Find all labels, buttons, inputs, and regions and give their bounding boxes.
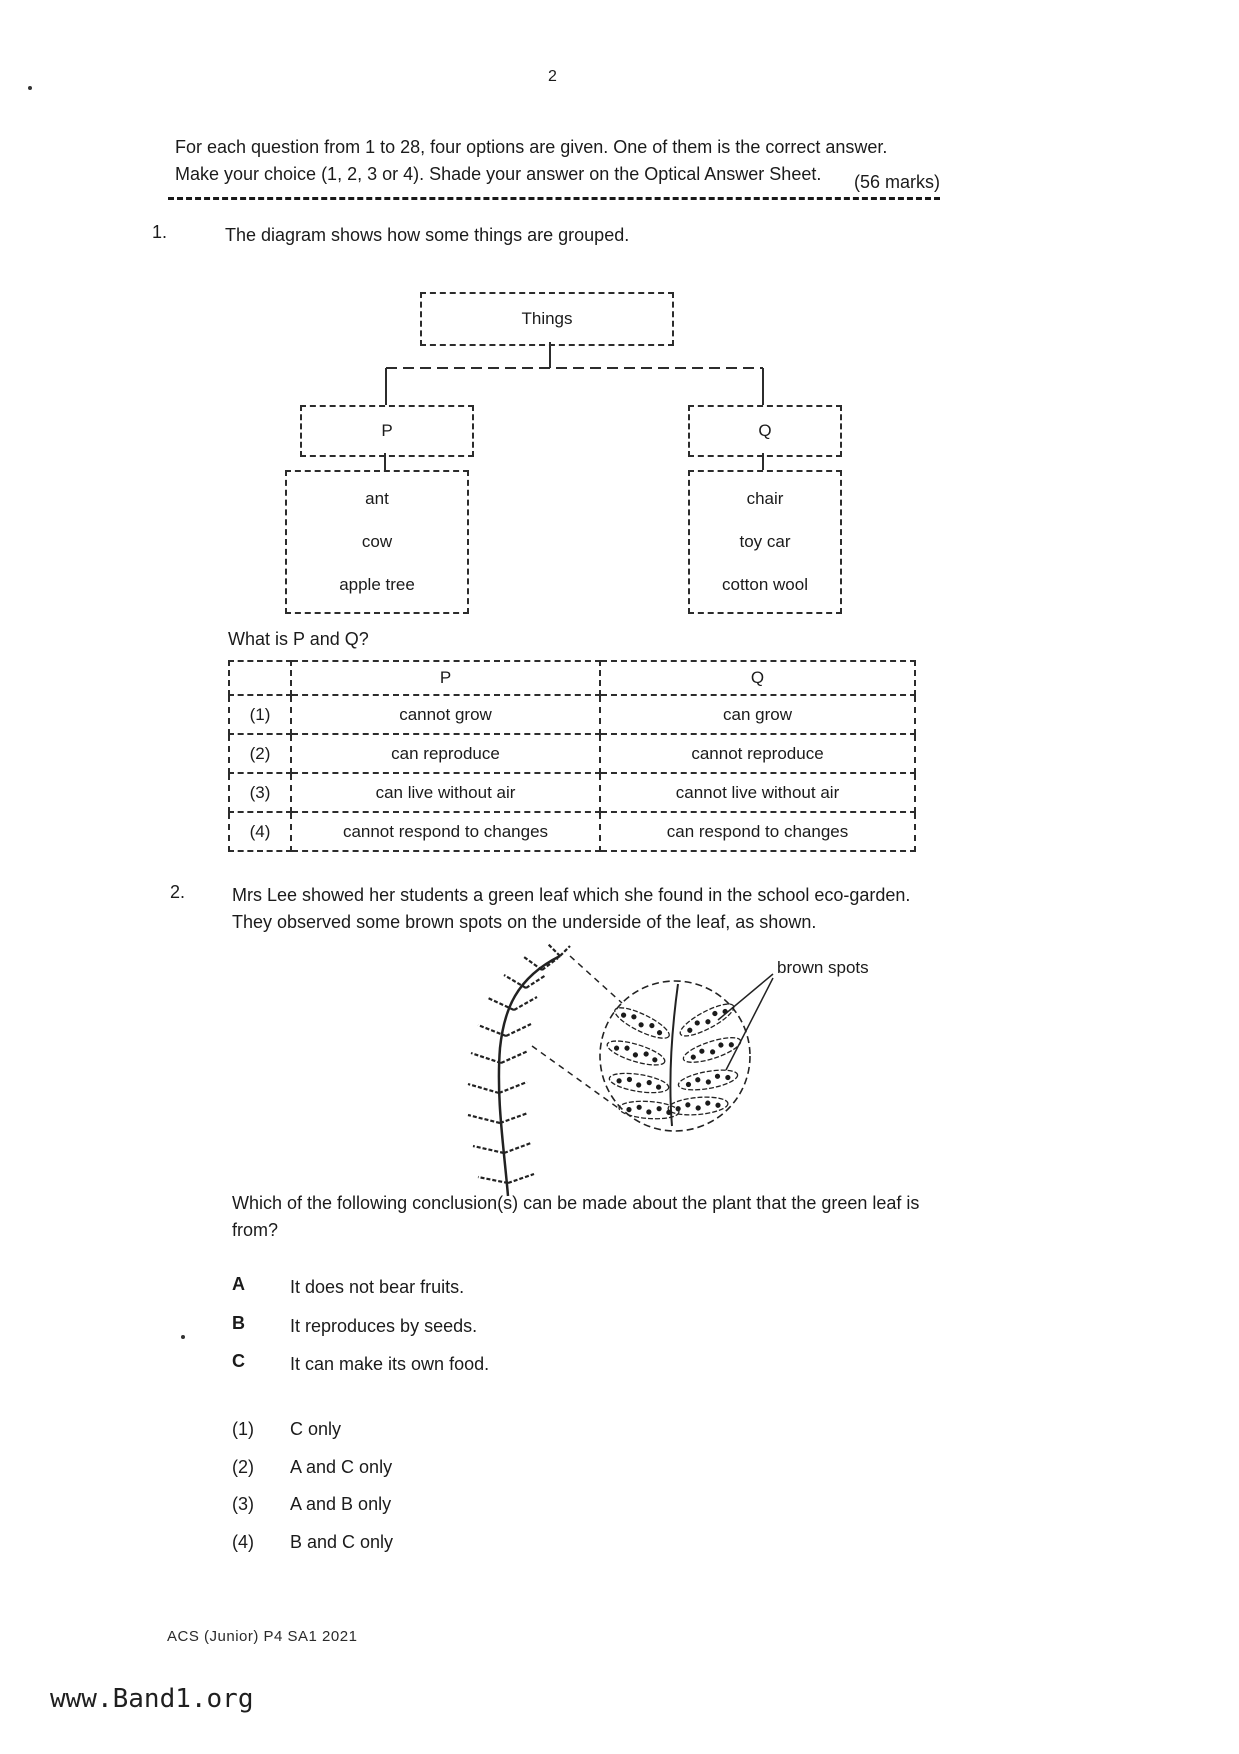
diagram-q-box [688, 405, 842, 457]
diagram-item: chair [746, 489, 784, 509]
diagram-p-label: P [381, 421, 393, 440]
diagram-p-box [300, 405, 474, 457]
question2-prompt-line1: Which of the following conclusion(s) can be made about the plant that the green leaf is [232, 1193, 920, 1213]
question1-prompt: What is P and Q? [228, 629, 369, 649]
brown-spots-label: brown spots [777, 958, 869, 977]
option-text: A and C only [290, 1457, 393, 1477]
diagram-root-box [420, 292, 674, 346]
option-text: A and B only [290, 1494, 392, 1514]
table-cell: (2) [229, 734, 291, 773]
label-pointer-lines [718, 974, 773, 1070]
table-cell: cannot reproduce [600, 734, 915, 773]
option-number: (1) [232, 1419, 254, 1439]
magnified-inset [600, 981, 750, 1131]
question1-text: The diagram shows how some things are grouped. [225, 225, 630, 245]
option-number: (3) [232, 1494, 254, 1514]
table-cell: cannot respond to changes [291, 812, 600, 851]
diagram-q-items-box [688, 470, 842, 614]
table-cell: cannot live without air [600, 773, 915, 812]
table-header-cell: Q [600, 661, 915, 695]
answer-table [228, 660, 916, 852]
statement-letter: C [232, 1351, 245, 1371]
table-cell: (4) [229, 812, 291, 851]
question2-text-line1: Mrs Lee showed her students a green leaf which she found in the school eco-garden. [232, 885, 911, 905]
table-row [229, 773, 915, 812]
question2-prompt [232, 1190, 972, 1244]
option-text: C only [290, 1419, 342, 1439]
question1-number: 1. [152, 222, 168, 242]
table-row [229, 695, 915, 734]
table-cell: can live without air [291, 773, 600, 812]
diagram-item: toy car [739, 531, 791, 551]
diagram-item: apple tree [339, 574, 415, 594]
question2-text-line2: They observed some brown spots on the underside of the leaf, as shown. [232, 912, 817, 932]
option-number: (4) [232, 1532, 254, 1552]
diagram-q-label: Q [758, 421, 772, 440]
diagram-item: cow [361, 531, 393, 551]
marks-total: (56 marks) [853, 172, 940, 192]
statement-text: It reproduces by seeds. [290, 1316, 478, 1336]
statement-text: It can make its own food. [290, 1354, 490, 1374]
diagram-item: cotton wool [722, 574, 808, 594]
instructions-line1: For each question from 1 to 28, four options are given. One of them is the correct answer. [175, 137, 888, 157]
table-header-cell: P [291, 661, 600, 695]
scan-speck [28, 86, 32, 90]
option-text: B and C only [290, 1532, 394, 1552]
question2-prompt-line2: from? [232, 1220, 279, 1240]
table-row [229, 812, 915, 851]
watermark: www.Band1.org [50, 1684, 254, 1714]
diagram-root-label: Things [521, 309, 573, 328]
question2-number: 2. [170, 882, 186, 902]
statement-text: It does not bear fruits. [290, 1277, 465, 1297]
table-row [229, 734, 915, 773]
page-number: 2 [548, 68, 557, 85]
header-divider [168, 197, 940, 200]
table-cell: can reproduce [291, 734, 600, 773]
diagram-p-items-box [285, 470, 469, 614]
table-header-row [229, 661, 915, 695]
table-header-cell [229, 661, 291, 695]
scan-speck [181, 1335, 185, 1339]
table-cell: (3) [229, 773, 291, 812]
paper-footer: ACS (Junior) P4 SA1 2021 [167, 1628, 358, 1645]
statement-letter: A [232, 1274, 245, 1294]
statement-letter: B [232, 1313, 245, 1333]
table-cell: (1) [229, 695, 291, 734]
fern-sketch [468, 944, 570, 1196]
table-cell: can grow [600, 695, 915, 734]
table-cell: cannot grow [291, 695, 600, 734]
diagram-item: ant [365, 489, 389, 509]
option-number: (2) [232, 1457, 254, 1477]
instructions-line2: Make your choice (1, 2, 3 or 4). Shade your answer on the Optical Answer Sheet. [175, 164, 822, 184]
magnifier-guide-lines [532, 956, 622, 1110]
table-cell: can respond to changes [600, 812, 915, 851]
